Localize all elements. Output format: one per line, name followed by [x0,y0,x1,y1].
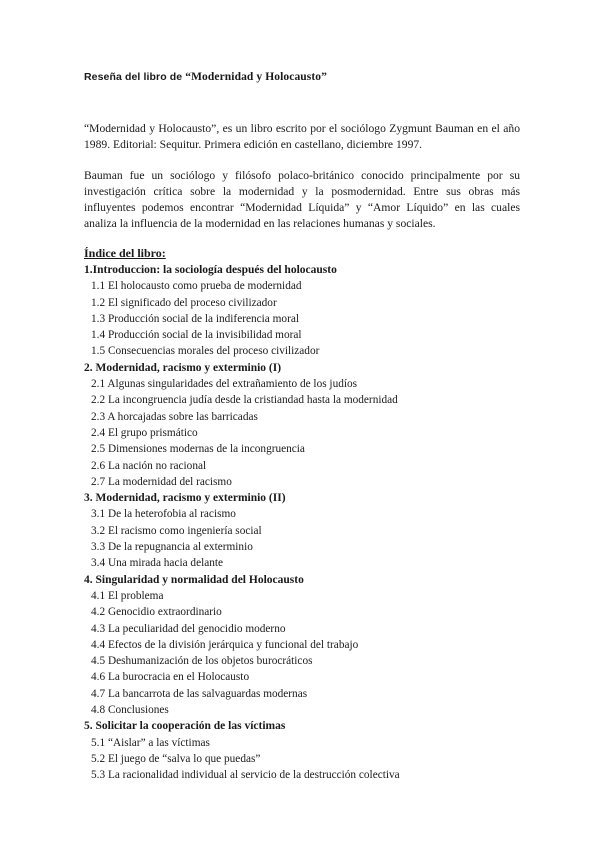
toc-item: 3.2 El racismo como ingeniería social [91,524,262,537]
toc-item: 4.1 El problema [91,589,164,602]
toc-item: 2.1 Algunas singularidades del extrañamiento de los judíos [91,378,358,391]
toc-item: 2.4 El grupo prismático [91,426,198,439]
toc-chapter: 4. Singularidad y normalidad del Holocausto [84,573,304,586]
toc-item: 1.5 Consecuencias morales del proceso civilizador [91,345,320,358]
toc-item: 1.2 El significado del proceso civilizador [91,296,277,309]
toc-item: 2.2 La incongruencia judía desde la cristiandad hasta la modernidad [91,394,398,407]
toc-item: 3.1 De la heterofobia al racismo [91,508,236,521]
toc-chapter: 3. Modernidad, racismo y exterminio (II) [84,492,286,505]
document-heading [84,71,327,83]
table-of-contents [84,262,524,784]
toc-item: 2.6 La nación no racional [91,459,207,472]
toc-item: 4.3 La peculiaridad del genocidio moderno [91,622,286,635]
toc-item: 1.4 Producción social de la invisibilidad moral [91,329,302,342]
toc-item: 2.5 Dimensiones modernas de la incongruencia [91,443,305,456]
toc-title: Índice del libro: [84,246,166,260]
toc-chapter: 2. Modernidad, racismo y exterminio (I) [84,361,282,374]
toc-item: 4.2 Genocidio extraordinario [91,606,222,619]
toc-item: 4.4 Efectos de la división jerárquica y funcional del trabajo [91,638,359,651]
toc-item: 4.5 Deshumanización de los objetos burocráticos [91,655,313,668]
toc-item: 5.3 La racionalidad individual al servicio de la destrucción colectiva [91,769,400,782]
toc-item: 3.4 Una mirada hacia delante [91,557,224,570]
toc-item: 4.7 La bancarrota de las salvaguardas modernas [91,687,308,700]
author-paragraph: Bauman fue un sociólogo y filósofo polaco-británico conocido principalmente por su investigación crítica sobre la modernidad y la posmodernidad. Entre sus obras más influyentes podemos encontrar “Modernidad Líquida” y “Amor Líquido” en las cuales analiza la influencia de la modernidad en las relaciones humanas y sociales. [84,169,520,230]
heading-book-title: “Modernidad y Holocausto” [185,71,328,83]
toc-item: 4.6 La burocracia en el Holocausto [91,671,250,684]
toc-item: 1.3 Producción social de la indiferencia moral [91,312,299,325]
toc-item: 1.1 El holocausto como prueba de modernidad [91,280,302,293]
toc-item: 5.1 “Aislar” a las víctimas [91,736,210,749]
toc-chapter: 1.Introduccion: la sociología después del holocausto [84,264,337,276]
toc-chapter: 5. Solicitar la cooperación de las víctimas [84,720,286,733]
toc-item: 2.7 La modernidad del racismo [91,475,232,488]
toc-item: 2.3 A horcajadas sobre las barricadas [91,410,258,423]
toc-item: 3.3 De la repugnancia al exterminio [91,541,253,554]
heading-prefix: Reseña del libro de [84,71,183,83]
toc-item: 4.8 Conclusiones [91,704,169,717]
toc-item: 5.2 El juego de “salva lo que puedas” [91,752,261,765]
intro-paragraph: “Modernidad y Holocausto”, es un libro escrito por el sociólogo Zygmunt Bauman en el año 1989. Editorial: Sequitur. Primera edición en castellano, diciembre 1997. [84,122,520,151]
